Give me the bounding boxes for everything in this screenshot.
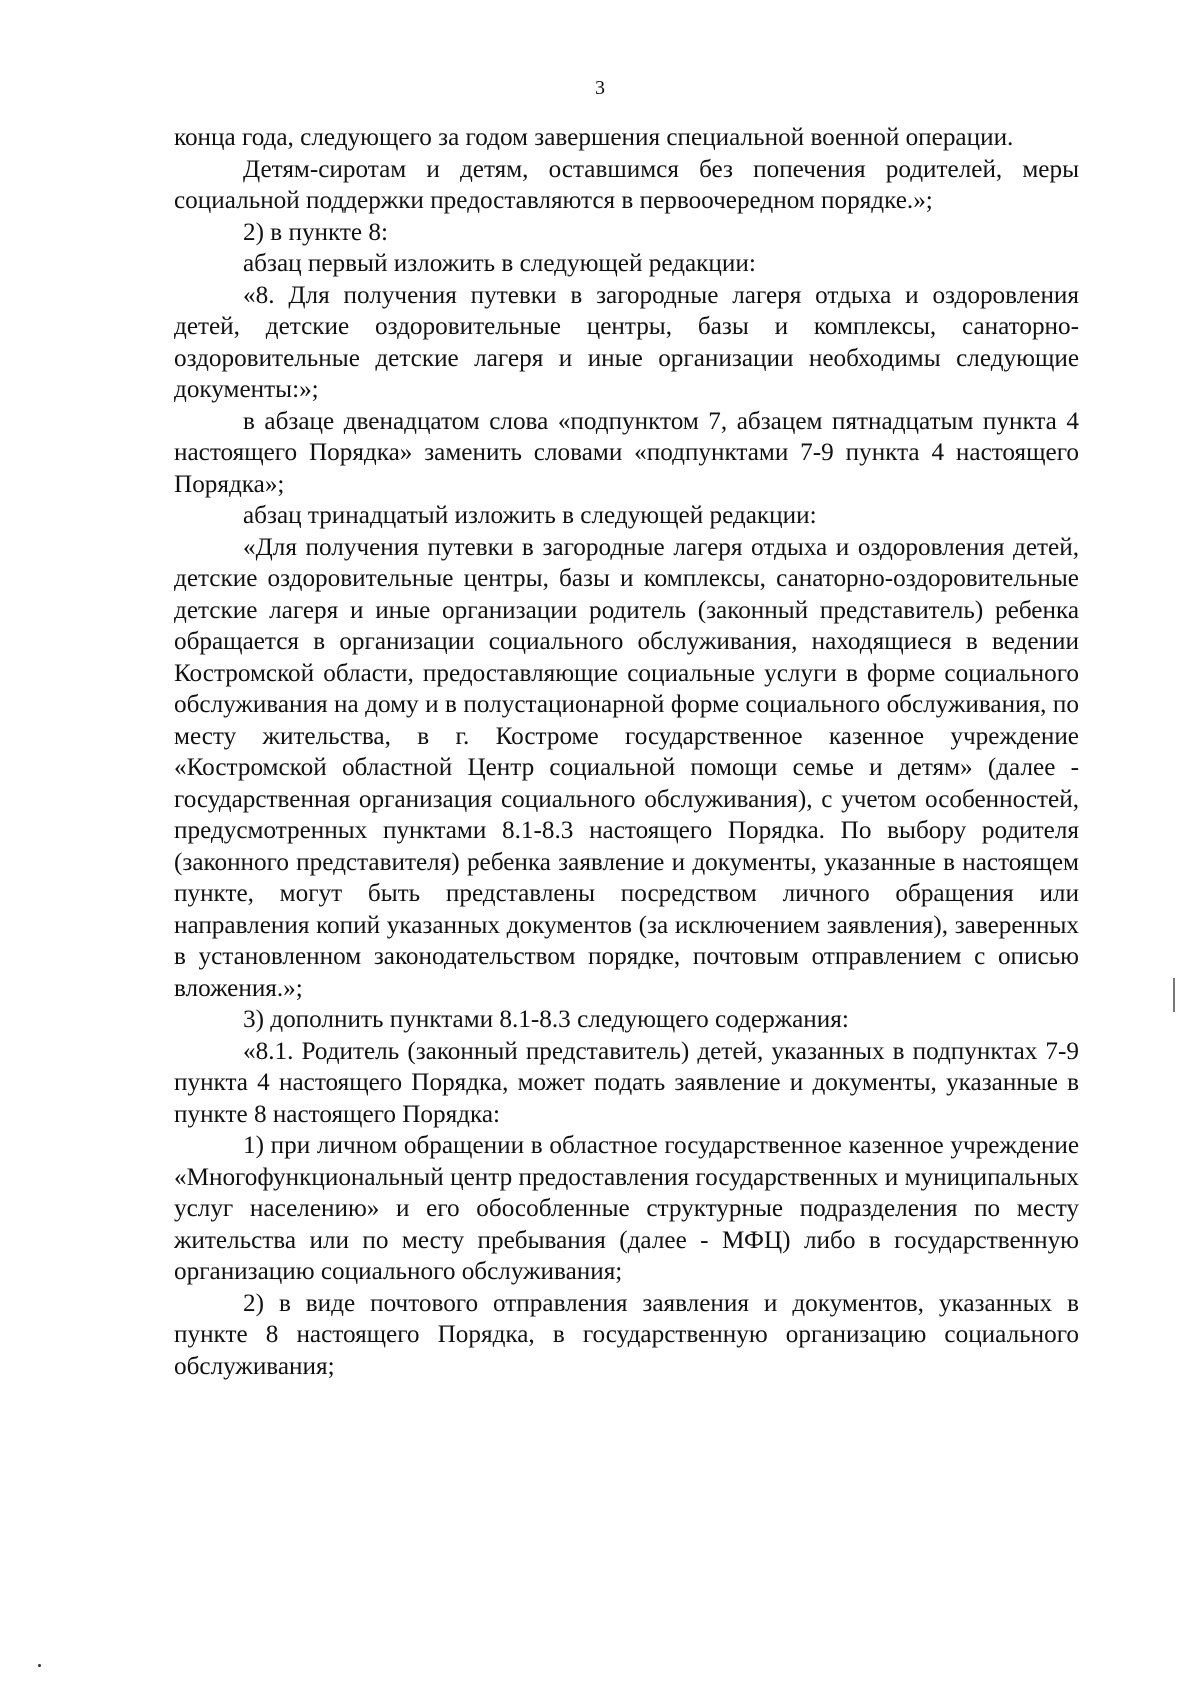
paragraph-11: 1) при личном обращении в областное государственное казенное учреждение «Многофункциональный центр предоставления государственных и муниципальных услуг населению» и его обособленные структурные подразделения по месту жительства или по месту пребывания (далее - МФЦ) либо в государственную организацию социального обслуживания; [174,1132,1079,1285]
paragraph-2: Детям-сиротам и детям, оставшимся без попечения родителей, меры социальной поддержки предоставляются в первоочередном порядке.»; [174,155,1079,214]
scan-margin-mark [1173,978,1175,1012]
paragraph-4: абзац первый изложить в следующей редакции: [243,250,756,277]
scan-corner-dot [38,1664,41,1667]
paragraph-5: «8. Для получения путевки в загородные лагеря отдыха и оздоровления детей, детские оздоровительные центры, базы и комплексы, санаторно-оздоровительные детские лагеря и иные организации необходимы следующие документы:»; [174,281,1079,403]
paragraph-10: «8.1. Родитель (законный представитель) детей, указанных в подпунктах 7-9 пункта 4 настоящего Порядка, может подать заявление и документы, указанные в пункте 8 настоящего Порядка: [174,1037,1079,1128]
paragraph-3: 2) в пункте 8: [243,218,389,246]
paragraph-7: абзац тринадцатый изложить в следующей редакции: [243,502,817,529]
paragraph-8: «Для получения путевки в загородные лагеря отдыха и оздоровления детей, детские оздоровительные центры, базы и комплексы, санаторно-оздоровительные детские лагеря и иные организации родитель (законный представитель) ребенка обращается в организации социального обслуживания, находящиеся в ведении Костромской области, предоставляющие социальные услуги в форме социального обслуживания на дому и в полустационарной форме социального обслуживания, по месту жительства, в г. Костроме государственное казенное учреждение «Костромской областной Центр социальной помощи семье и детям» (далее - государственная организация социального обслуживания), с учетом особенностей, предусмотренных пунктами 8.1-8.3 настоящего Порядка. По выбору родителя (законного представителя) ребенка заявление и документы, указанные в настоящем пункте, могут быть представлены посредством личного обращения или направления копий указанных документов (за исключением заявления), заверенных в установленном законодательством порядке, почтовым отправлением с описью вложения.»; [174,533,1079,1002]
paragraph-12: 2) в виде почтового отправления заявления и документов, указанных в пункте 8 настоящего Порядка, в государственную организацию социального обслуживания; [174,1289,1079,1380]
paragraph-1: конца года, следующего за годом завершения специальной военной операции. [174,124,1014,151]
paragraph-6: в абзаце двенадцатом слова «подпунктом 7, абзацем пятнадцатым пункта 4 настоящего Порядка» заменить словами «подпунктами 7-9 пункта 4 настоящего Порядка»; [174,407,1079,498]
document-body [174,122,1079,1382]
paragraph-9: 3) дополнить пунктами 8.1-8.3 следующего содержания: [243,1006,849,1033]
page-number: 3 [595,77,605,99]
